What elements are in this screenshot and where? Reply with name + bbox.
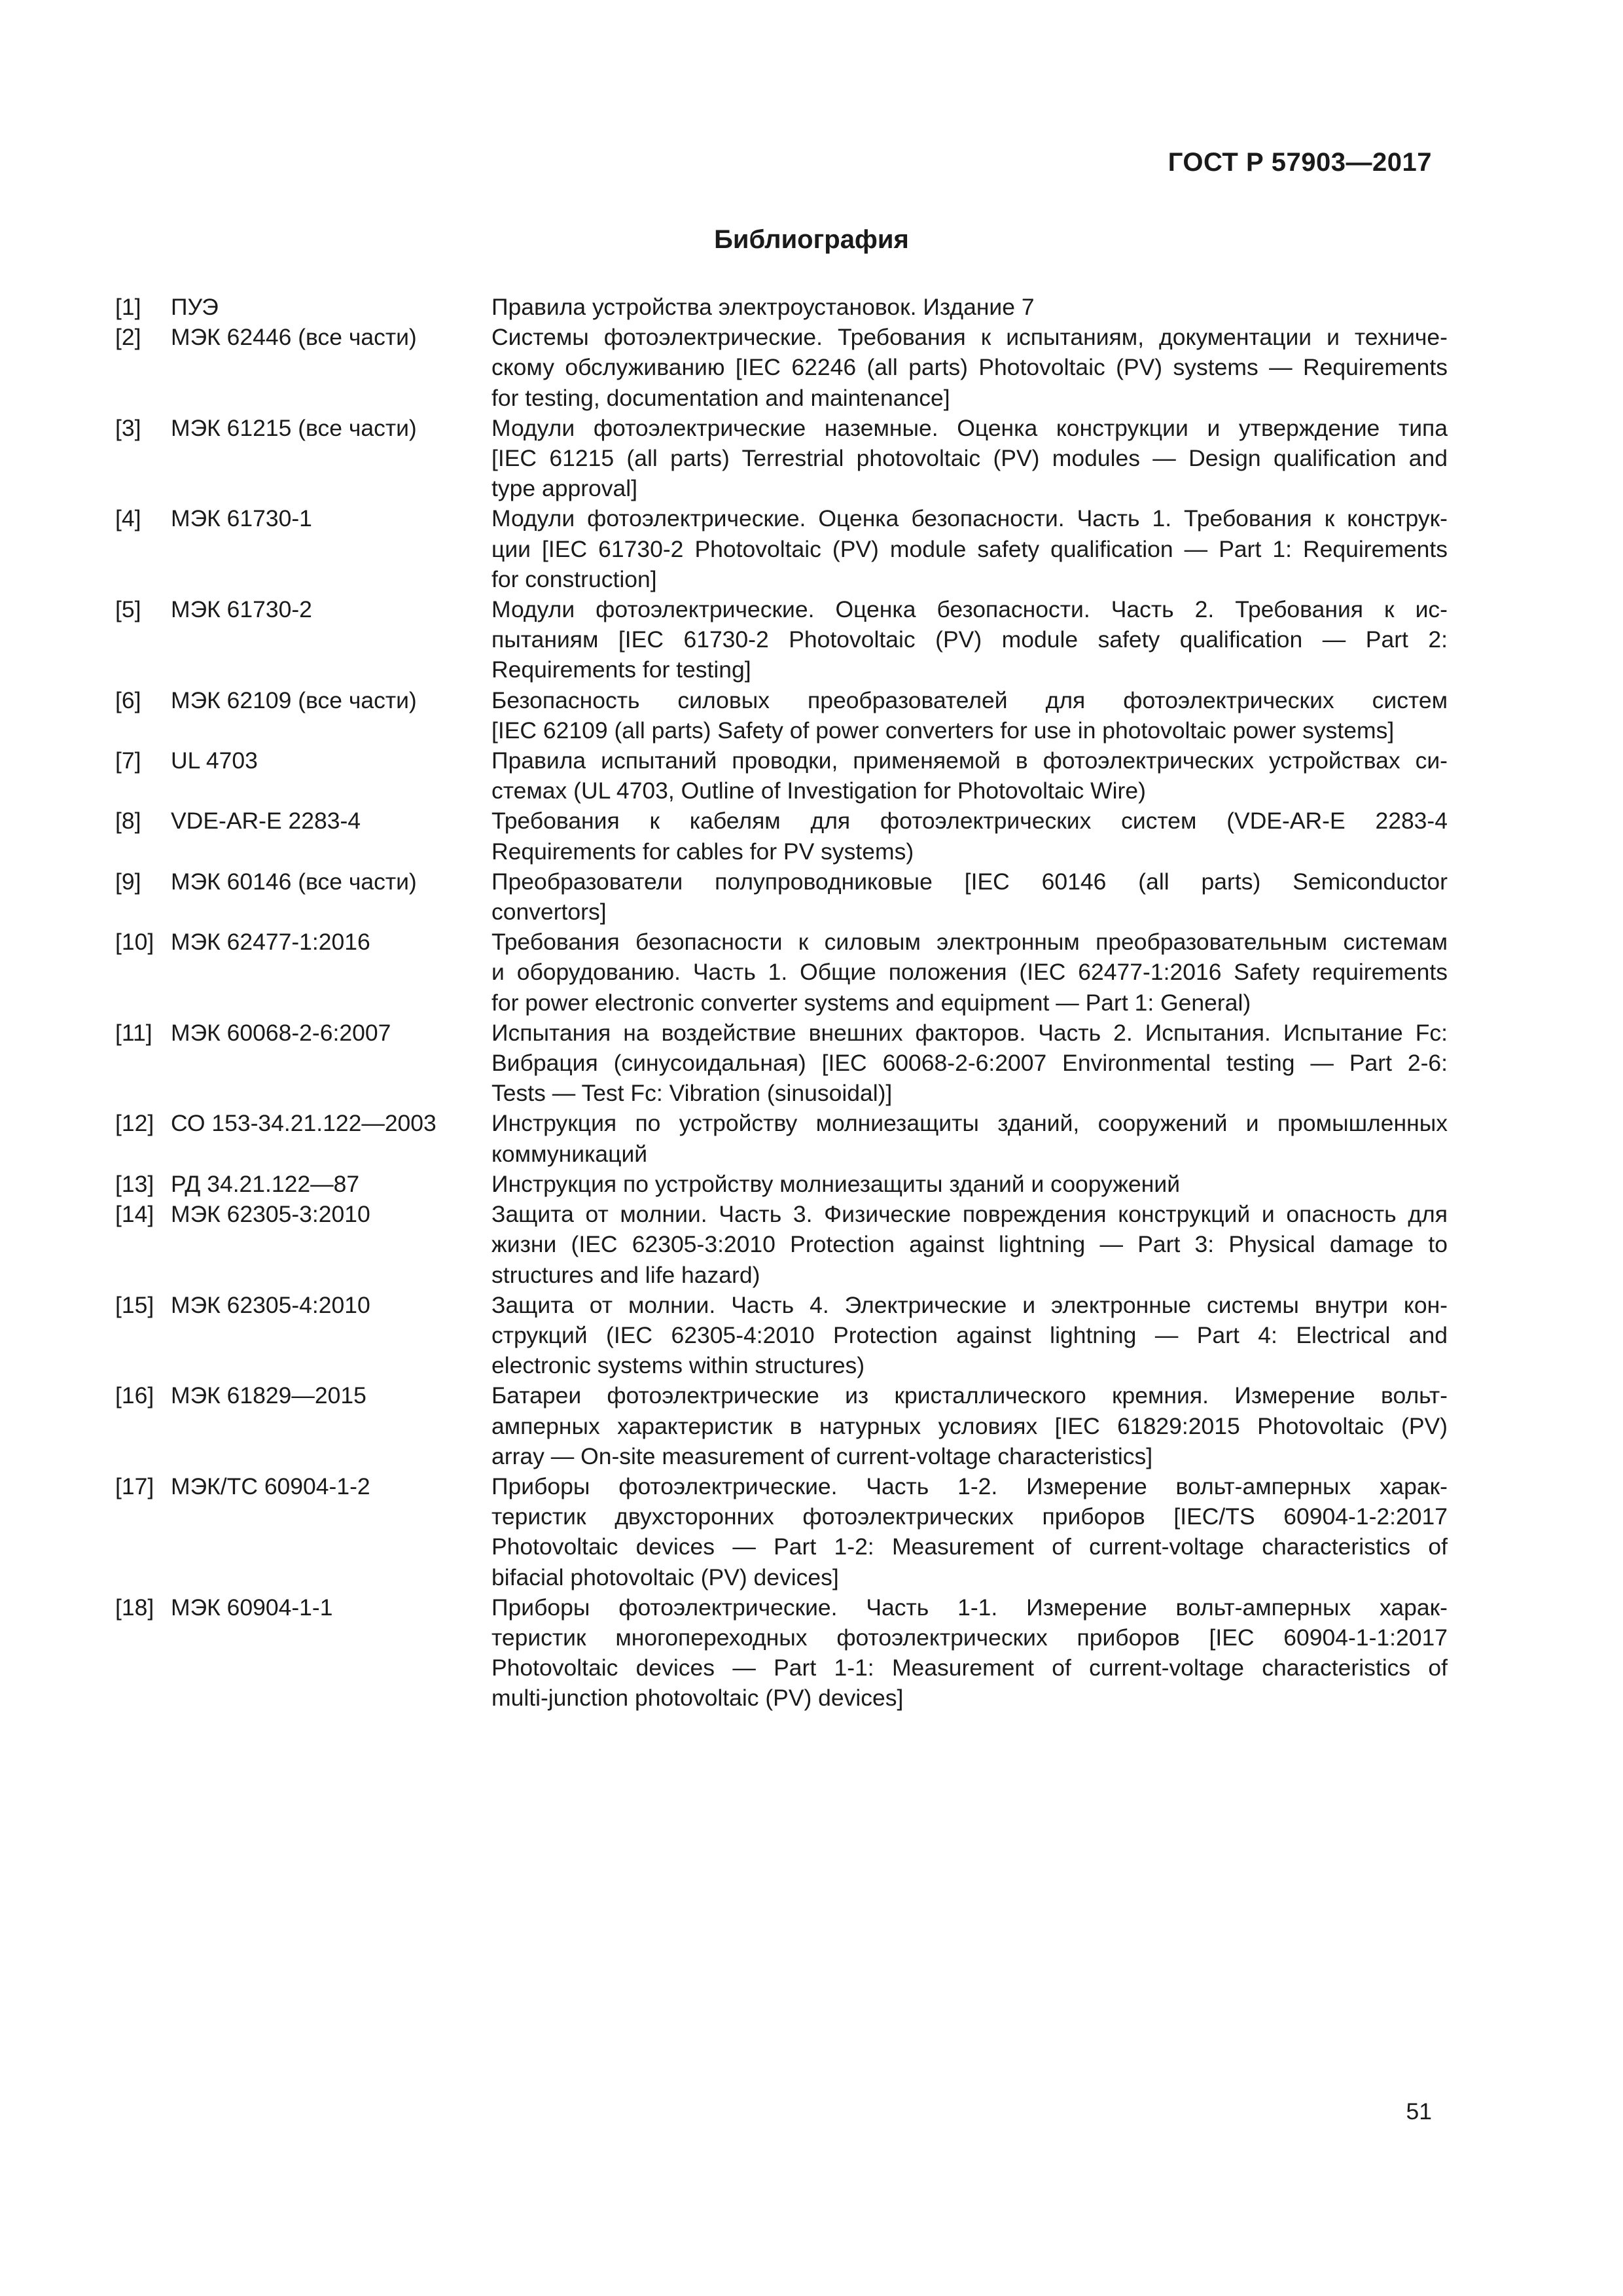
entry-number: [17] xyxy=(115,1473,154,1499)
entry-standard-code: МЭК 62305-4:2010 xyxy=(171,1291,370,1318)
entry-description-line: ции [IEC 61730-2 Photovoltaic (PV) module safety qualification — Part 1: Requirements xyxy=(491,535,1448,562)
entry-number: [11] xyxy=(115,1019,152,1046)
entry-standard-code: МЭК 60146 (все части) xyxy=(171,868,417,895)
entry-number: [14] xyxy=(115,1201,154,1228)
bibliography-entry xyxy=(115,594,1448,685)
entry-description xyxy=(491,1380,1448,1471)
entry-description-line: Правила испытаний проводки, применяемой в фотоэлектрических устройствах си- xyxy=(491,747,1448,774)
entry-description xyxy=(491,1169,1448,1199)
bibliography-entry xyxy=(115,1018,1448,1109)
bibliography-entry xyxy=(115,685,1448,745)
entry-standard-code: РД 34.21.122—87 xyxy=(171,1170,360,1197)
entry-standard-code: МЭК/ТС 60904-1-2 xyxy=(171,1473,370,1499)
entry-number: [4] xyxy=(115,505,141,532)
entry-standard-code: МЭК 61829—2015 xyxy=(171,1382,366,1409)
entry-description xyxy=(491,1199,1448,1290)
document-code: ГОСТ Р 57903—2017 xyxy=(1168,148,1432,177)
entry-number: [8] xyxy=(115,808,141,834)
entry-description-line: Системы фотоэлектрические. Требования к испытаниям, документации и техниче- xyxy=(491,324,1448,351)
entry-description-line: [IEC 61215 (all parts) Terrestrial photovoltaic (PV) modules — Design qualification and xyxy=(491,445,1448,472)
bibliography-entry xyxy=(115,1592,1448,1713)
entry-description xyxy=(491,685,1448,745)
entry-description xyxy=(491,1018,1448,1109)
bibliography-entry xyxy=(115,806,1448,866)
entry-standard-code: VDE-AR-E 2283-4 xyxy=(171,808,361,834)
entry-description-line: амперных характеристик в натурных условиях [IEC 61829:2015 Photovoltaic (PV) xyxy=(491,1412,1448,1439)
bibliography-entry xyxy=(115,292,1448,322)
entry-description xyxy=(491,292,1448,322)
bibliography-entry xyxy=(115,867,1448,927)
entry-description-line: пытаниям [IEC 61730-2 Photovoltaic (PV) module safety qualification — Part 2: xyxy=(491,626,1448,653)
entry-number: [5] xyxy=(115,596,141,623)
entry-description-line: теристик двухсторонних фотоэлектрических приборов [IEC/TS 60904-1-2:2017 xyxy=(491,1503,1448,1530)
entry-standard-code: МЭК 61730-1 xyxy=(171,505,312,532)
entry-description xyxy=(491,1471,1448,1592)
bibliography-list xyxy=(115,292,1448,1713)
entry-description-line: for power electronic converter systems and equipment — Part 1: General) xyxy=(491,989,1251,1016)
entry-description-line: Защита от молнии. Часть 3. Физические повреждения конструкций и опасность для xyxy=(491,1201,1448,1228)
entry-description xyxy=(491,1108,1448,1168)
entry-description-line: Photovoltaic devices — Part 1-1: Measurement of current-voltage characteristics of xyxy=(491,1655,1448,1681)
entry-description-line: скому обслуживанию [IEC 62246 (all parts) Photovoltaic (PV) systems — Requirements xyxy=(491,354,1448,381)
entry-description xyxy=(491,413,1448,504)
entry-description-line: multi-junction photovoltaic (PV) devices] xyxy=(491,1685,904,1712)
entry-standard-code: МЭК 61215 (все части) xyxy=(171,414,417,441)
bibliography-entry xyxy=(115,1199,1448,1290)
entry-description xyxy=(491,806,1448,866)
entry-description-line: Вибрация (синусоидальная) [IEC 60068-2-6:2007 Environmental testing — Part 2-6: xyxy=(491,1050,1448,1077)
page-number: 51 xyxy=(1406,2098,1432,2125)
entry-description-line: convertors] xyxy=(491,899,607,925)
entry-number: [16] xyxy=(115,1382,154,1409)
entry-description-line: Модули фотоэлектрические. Оценка безопасности. Часть 1. Требования к конструк- xyxy=(491,505,1448,532)
entry-number: [18] xyxy=(115,1594,154,1621)
entry-description-line: теристик многопереходных фотоэлектрических приборов [IEC 60904-1-1:2017 xyxy=(491,1624,1448,1651)
entry-description xyxy=(491,322,1448,413)
entry-number: [6] xyxy=(115,687,141,713)
entry-description xyxy=(491,745,1448,806)
entry-description-line: Требования безопасности к силовым электронным преобразовательным системам xyxy=(491,929,1448,956)
entry-description xyxy=(491,1592,1448,1713)
entry-number: [15] xyxy=(115,1291,154,1318)
bibliography-entry xyxy=(115,1380,1448,1471)
entry-standard-code: МЭК 62446 (все части) xyxy=(171,324,417,351)
bibliography-entry xyxy=(115,1108,1448,1168)
entry-description-line: for construction] xyxy=(491,565,657,592)
entry-description-line: Безопасность силовых преобразователей для фотоэлектрических систем xyxy=(491,687,1448,713)
entry-number: [2] xyxy=(115,324,141,351)
bibliography-entry xyxy=(115,1290,1448,1381)
entry-number: [7] xyxy=(115,747,141,774)
entry-description xyxy=(491,1290,1448,1381)
entry-description-line: electronic systems within structures) xyxy=(491,1352,865,1379)
entry-number: [3] xyxy=(115,414,141,441)
entry-standard-code: МЭК 61730-2 xyxy=(171,596,312,623)
entry-description-line: Правила устройства электроустановок. Издание 7 xyxy=(491,294,1035,320)
bibliography-entry xyxy=(115,322,1448,413)
entry-description-line: Приборы фотоэлектрические. Часть 1-2. Измерение вольт-амперных харак- xyxy=(491,1473,1448,1499)
entry-description-line: Модули фотоэлектрические. Оценка безопасности. Часть 2. Требования к ис- xyxy=(491,596,1448,623)
entry-number: [12] xyxy=(115,1110,154,1137)
entry-description-line: Защита от молнии. Часть 4. Электрические и электронные системы внутри кон- xyxy=(491,1291,1448,1318)
entry-description-line: structures and life hazard) xyxy=(491,1261,760,1288)
entry-description-line: Tests — Test Fc: Vibration (sinusoidal)] xyxy=(491,1080,893,1107)
entry-standard-code: UL 4703 xyxy=(171,747,258,774)
bibliography-entry xyxy=(115,1471,1448,1592)
entry-description-line: Photovoltaic devices — Part 1-2: Measurement of current-voltage characteristics of xyxy=(491,1534,1448,1560)
entry-number: [10] xyxy=(115,929,154,956)
entry-description-line: for testing, documentation and maintenance] xyxy=(491,384,950,411)
entry-description xyxy=(491,594,1448,685)
entry-description-line: Приборы фотоэлектрические. Часть 1-1. Измерение вольт-амперных харак- xyxy=(491,1594,1448,1621)
entry-description-line: type approval] xyxy=(491,475,638,502)
entry-description-line: и оборудованию. Часть 1. Общие положения (IEC 62477-1:2016 Safety requirements xyxy=(491,959,1448,986)
entry-description xyxy=(491,927,1448,1018)
entry-standard-code: ПУЭ xyxy=(171,294,219,320)
entry-description-line: Модули фотоэлектрические наземные. Оценка конструкции и утверждение типа xyxy=(491,414,1448,441)
bibliography-entry xyxy=(115,503,1448,594)
entry-description-line: Requirements for testing] xyxy=(491,656,751,683)
entry-description-line: Требования к кабелям для фотоэлектрических систем (VDE-AR-E 2283-4 xyxy=(491,808,1448,834)
bibliography-entry xyxy=(115,927,1448,1018)
entry-standard-code: МЭК 62305-3:2010 xyxy=(171,1201,370,1228)
entry-standard-code: МЭК 62477-1:2016 xyxy=(171,929,370,956)
bibliography-entry xyxy=(115,745,1448,806)
entry-standard-code: МЭК 60904-1-1 xyxy=(171,1594,333,1621)
entry-standard-code: МЭК 60068-2-6:2007 xyxy=(171,1019,391,1046)
bibliography-entry xyxy=(115,413,1448,504)
entry-description-line: bifacial photovoltaic (PV) devices] xyxy=(491,1564,839,1590)
entry-description xyxy=(491,867,1448,927)
entry-description-line: array — On-site measurement of current-voltage characteristics] xyxy=(491,1443,1153,1469)
entry-description-line: жизни (IEC 62305-3:2010 Protection against lightning — Part 3: Physical damage to xyxy=(491,1231,1448,1258)
entry-standard-code: СО 153-34.21.122—2003 xyxy=(171,1110,437,1137)
entry-description-line: Испытания на воздействие внешних факторов. Часть 2. Испытания. Испытание Fc: xyxy=(491,1019,1448,1046)
entry-description-line: струкций (IEC 62305-4:2010 Protection against lightning — Part 4: Electrical and xyxy=(491,1321,1448,1348)
entry-description-line: Батареи фотоэлектрические из кристаллического кремния. Измерение вольт- xyxy=(491,1382,1448,1409)
entry-number: [1] xyxy=(115,294,141,320)
page-title: Библиография xyxy=(714,225,909,254)
entry-description-line: [IEC 62109 (all parts) Safety of power converters for use in photovoltaic power systems] xyxy=(491,717,1395,744)
entry-description-line: Преобразователи полупроводниковые [IEC 60146 (all parts) Semiconductor xyxy=(491,868,1448,895)
entry-standard-code: МЭК 62109 (все части) xyxy=(171,687,417,713)
entry-description-line: стемах (UL 4703, Outline of Investigation for Photovoltaic Wire) xyxy=(491,778,1146,804)
entry-description-line: коммуникаций xyxy=(491,1140,648,1167)
entry-description xyxy=(491,503,1448,594)
bibliography-entry xyxy=(115,1169,1448,1199)
entry-number: [9] xyxy=(115,868,141,895)
entry-number: [13] xyxy=(115,1170,154,1197)
entry-description-line: Инструкция по устройству молниезащиты зданий и сооружений xyxy=(491,1170,1181,1197)
entry-description-line: Инструкция по устройству молниезащиты зданий, сооружений и промышленных xyxy=(491,1110,1448,1137)
entry-description-line: Requirements for cables for PV systems) xyxy=(491,838,914,865)
